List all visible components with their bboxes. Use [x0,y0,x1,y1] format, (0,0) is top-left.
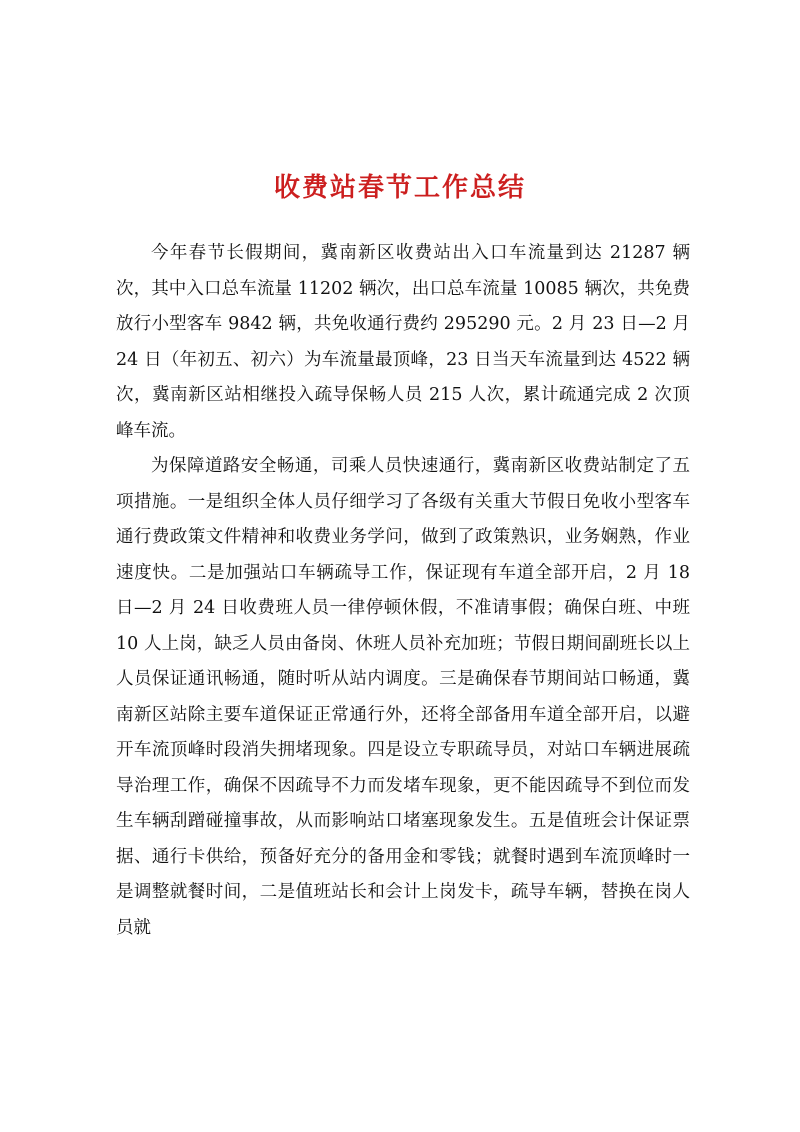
document-body [116,236,690,946]
paragraph-1: 今年春节长假期间，冀南新区收费站出入口车流量到达 21287 辆次，其中入口总车流量 11202 辆次，出口总车流量 10085 辆次，共免费放行小型客车 9842 辆，共免收通行费约 295290 元。2 月 23 日—2 月 24 日（年初五、初六）为车流量最顶峰，23 日当天车流量到达 4522 辆次，冀南新区站相继投入疏导保畅人员 215 人次，累计疏通完成 2 次顶峰车流。 [116,243,690,441]
document-title: 收费站春节工作总结 [273,173,526,203]
paragraph-2: 为保障道路安全畅通，司乘人员快速通行，冀南新区收费站制定了五项措施。一是组织全体人员仔细学习了各级有关重大节假日免收小型客车通行费政策文件精神和收费业务学问，做到了政策熟识，业务娴熟，作业速度快。二是加强站口车辆疏导工作，保证现有车道全部开启，2 月 18 日—2 月 24 日收费班人员一律停顿休假，不准请事假；确保白班、中班 10 人上岗，缺乏人员由备岗、休班人员补充加班；节假日期间副班长以上人员保证通讯畅通，随时听从站内调度。三是确保春节期间站口畅通，冀南新区站除主要车道保证正常通行外，还将全部备用车道全部开启，以避开车流顶峰时段消失拥堵现象。四是设立专职疏导员，对站口车辆进展疏导治理工作，确保不因疏导不力而发堵车现象，更不能因疏导不到位而发生车辆刮蹭碰撞事故，从而影响站口堵塞现象发生。五是值班会计保证票据、通行卡供给，预备好充分的备用金和零钱；就餐时遇到车流顶峰时一是调整就餐时间，二是值班站长和会计上岗发卡，疏导车辆，替换在岗人员就 [116,456,690,938]
